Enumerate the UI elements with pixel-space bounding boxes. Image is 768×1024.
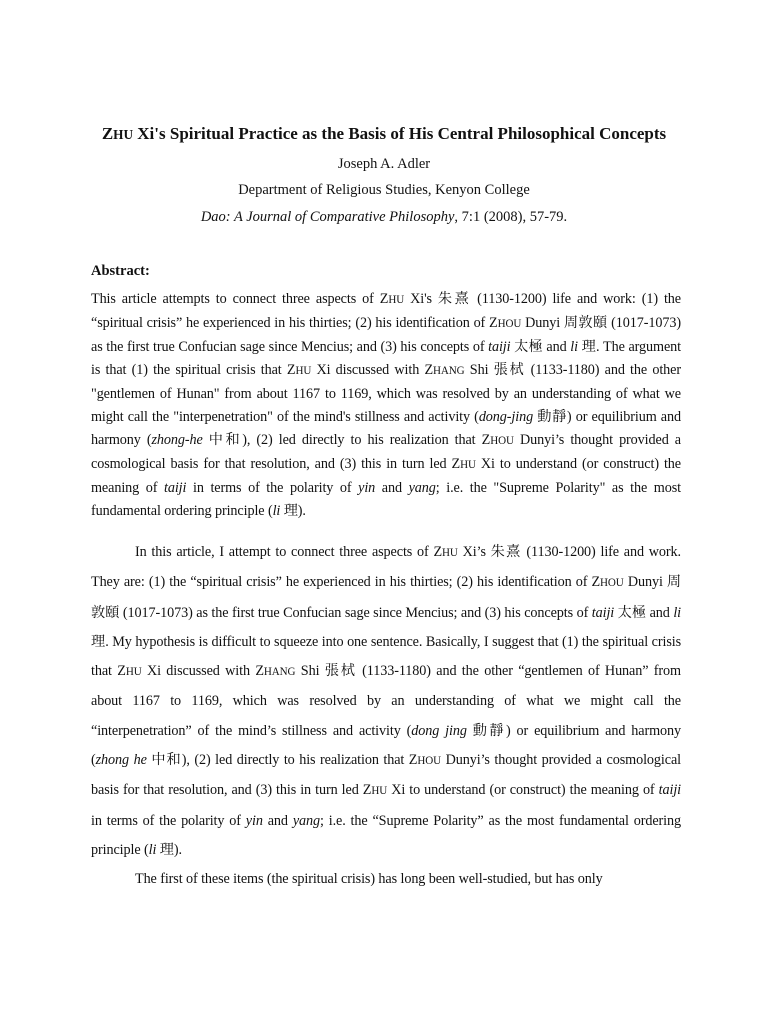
title-rest: Xi's Spiritual Practice as the Basis of His Central Philosophical Concepts: [133, 124, 667, 143]
abstract-text: [91, 288, 681, 523]
body-paragraph: [91, 865, 681, 894]
text-run: Dunyi 周敦頤 (1017-1073) as the first true Confucian sage since Mencius; and (3) his concepts of: [91, 315, 681, 355]
text-run: Xi to understand (or construct) the meaning of: [91, 456, 681, 496]
journal-volume-pages: , 7:1 (2008), 57-79.: [454, 209, 568, 225]
surname-smallcaps: ZHU: [286, 362, 312, 378]
text-run: 中和), (2) led directly to his realization that: [146, 752, 409, 769]
text-run: Dunyi 周敦頤 (1017-1073) as the first true Confucian sage since Mencius; and (3) his concepts of: [91, 574, 681, 621]
italic-term: yang: [408, 480, 436, 496]
italic-term: taiji: [488, 339, 511, 355]
title-name-initial: Z: [101, 124, 114, 143]
italic-term: taiji: [591, 604, 615, 621]
text-run: Shi 張栻 (1133-1180) and the other “gentlemen of Hunan” from about 1167 to 1169, which was resolved by an understanding of what we might call the “interpenetration” of the mind’s stillness and activity (: [91, 663, 681, 739]
surname-smallcaps: ZHU: [117, 663, 142, 680]
body-paragraph: [91, 538, 681, 865]
text-run: 太極 and: [510, 339, 571, 355]
paper-title: [40, 123, 728, 146]
text-run: Dunyi’s thought provided a cosmological basis for that resolution, and (3) this in turn led: [91, 432, 681, 472]
surname-smallcaps: ZHANG: [255, 663, 296, 680]
italic-term: yang: [292, 812, 320, 829]
author-name: Joseph A. Adler: [337, 156, 431, 172]
italic-term: li: [570, 339, 578, 355]
text-run: 理).: [156, 841, 182, 858]
journal-name: Dao: A Journal of Comparative Philosophy: [200, 209, 455, 225]
body-text: [91, 538, 681, 895]
italic-term: dong-jing: [478, 409, 534, 425]
text-run: Dunyi’s thought provided a cosmological basis for that resolution, and (3) this in turn led: [91, 752, 681, 799]
title-name-smallcaps: HU: [113, 127, 134, 142]
italic-term: yin: [358, 480, 376, 496]
surname-smallcaps: ZHOU: [489, 315, 522, 331]
text-run: 理).: [280, 503, 306, 519]
italic-term: dong jing: [411, 722, 467, 739]
text-run: ; i.e. the "Supreme Polarity" as the most fundamental ordering principle (: [91, 480, 681, 519]
surname-smallcaps: ZHOU: [408, 752, 442, 769]
abstract-heading: Abstract:: [91, 263, 150, 279]
text-run: Xi’s 朱熹 (1130-1200) life and work. They are: (1) the “spiritual crisis” he experienced in his thirties; (2) his identification of: [91, 544, 681, 591]
text-run: in terms of the polarity of: [186, 480, 359, 496]
text-run: This article attempts to connect three aspects of: [91, 291, 380, 307]
text-run: Xi to understand (or construct) the meaning of: [387, 782, 659, 799]
text-run: and: [375, 480, 409, 496]
text-run: Shi 張栻 (1133-1180) and the other "gentlemen of Hunan" from about 1167 to 1169, which was resolved by an understanding of what we might call the "interpenetration" of the mind's stillness and activity (: [91, 362, 681, 425]
text-run: Xi discussed with: [311, 362, 425, 378]
text-run: The first of these items (the spiritual crisis) has long been well-studied, but has only: [135, 871, 603, 888]
journal-citation: [40, 207, 728, 227]
italic-term: yin: [245, 812, 263, 829]
text-run: Xi's 朱熹 (1130-1200) life and work: (1) the “spiritual crisis” he experienced in his thirties; (2) his identification of: [91, 291, 681, 331]
text-run: ; i.e. the “Supreme Polarity” as the most fundamental ordering principle (: [91, 812, 681, 858]
text-run: and: [262, 812, 293, 829]
italic-term: li: [673, 604, 681, 621]
text-run: 理. My hypothesis is difficult to squeeze into one sentence. Basically, I suggest that (1) the spiritual crisis that: [91, 633, 681, 680]
italic-term: taiji: [164, 480, 187, 496]
surname-smallcaps: ZHANG: [424, 362, 465, 378]
text-run: 太極 and: [614, 604, 674, 621]
italic-term: taiji: [658, 782, 682, 799]
surname-smallcaps: ZHU: [362, 782, 388, 799]
text-run: 動靜) or equilibrium and harmony (: [91, 409, 681, 448]
surname-smallcaps: ZHOU: [481, 432, 514, 448]
italic-term: zhong-he: [151, 432, 203, 448]
italic-term: zhong he: [95, 752, 147, 769]
surname-smallcaps: ZHOU: [591, 574, 624, 591]
text-run: In this article, I attempt to connect three aspects of: [135, 544, 434, 560]
surname-smallcaps: ZHU: [451, 456, 476, 472]
author-affiliation: Department of Religious Studies, Kenyon College: [238, 182, 530, 198]
italic-term: li: [272, 503, 281, 519]
surname-smallcaps: ZHU: [433, 544, 458, 560]
surname-smallcaps: ZHU: [379, 291, 405, 307]
text-run: 動靜) or equilibrium and harmony (: [91, 722, 681, 769]
text-run: 中和), (2) led directly to his realization that: [202, 432, 482, 448]
text-run: 理. The argument is that (1) the spiritual crisis that: [91, 339, 681, 378]
text-run: in terms of the polarity of: [91, 812, 246, 829]
italic-term: li: [148, 841, 157, 858]
text-run: Xi discussed with: [141, 663, 256, 680]
